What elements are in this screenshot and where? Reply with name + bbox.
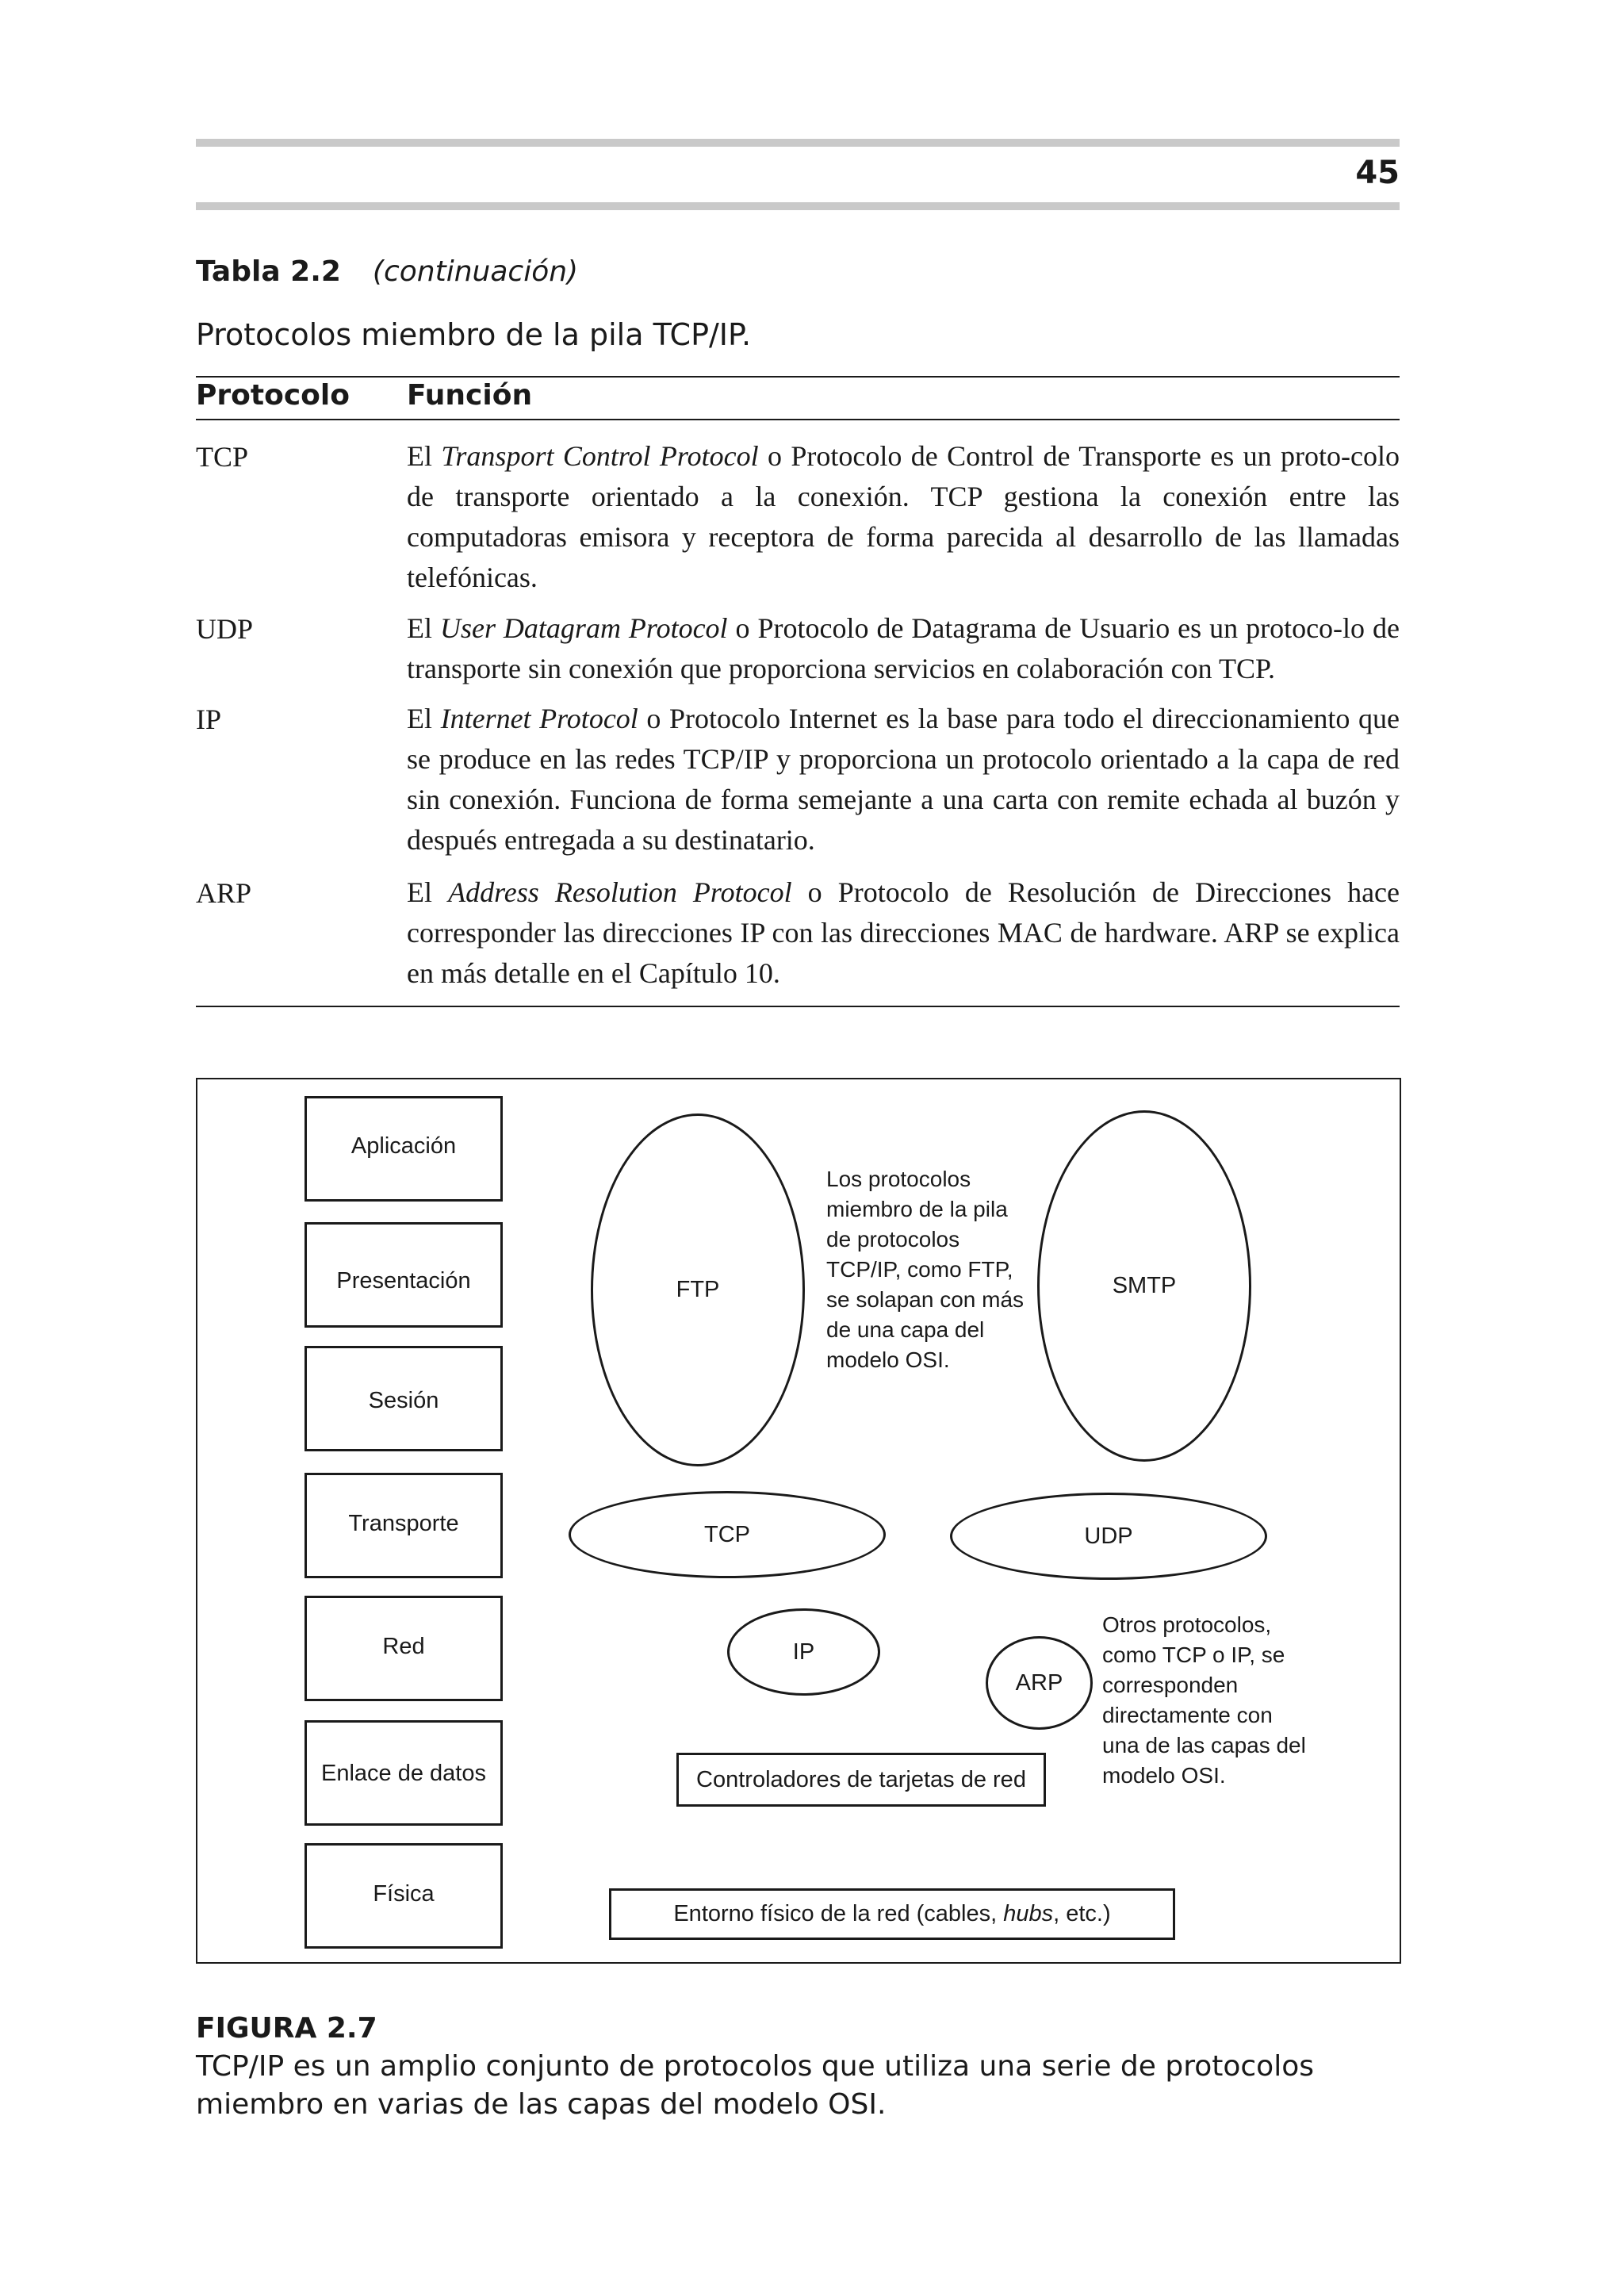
osi-layer-label: Presentación [336, 1268, 471, 1294]
table-bottom-rule [196, 1006, 1400, 1007]
osi-layer-label: Sesión [368, 1388, 439, 1413]
nic-drivers-label: Controladores de tarjetas de red [696, 1766, 1026, 1792]
physical-env-emphasis: hubs [1003, 1901, 1054, 1926]
protocol-full-name: Transport Control Protocol [441, 440, 759, 472]
osi-layer-network [304, 1596, 503, 1701]
physical-env-text: Entorno físico de la red (cables, [673, 1901, 1004, 1926]
row-protocol-udp: UDP [196, 613, 254, 645]
osi-layer-label: Red [382, 1634, 425, 1659]
figure-caption-text: TCP/IP es un amplio conjunto de protocolos que utiliza una serie de protocolos miembro en varias de las capas del modelo OSI. [196, 2050, 1314, 2121]
protocol-full-name: Address Resolution Protocol [448, 876, 792, 908]
physical-environment-box [609, 1888, 1175, 1940]
row-function-arp [407, 872, 1400, 994]
table-continuation: (continuación) [372, 255, 579, 288]
function-description: o Protocolo de Datagrama de Usuario es un protoco-lo de transporte sin conexión que proporciona servicios en colaboración con TCP. [407, 612, 1400, 684]
protocol-label: SMTP [1112, 1273, 1177, 1298]
table-top-rule [196, 376, 1400, 378]
protocol-full-name: User Datagram Protocol [439, 612, 728, 644]
table-caption [196, 255, 578, 288]
osi-layer-label: Física [373, 1881, 435, 1907]
nic-drivers-box [676, 1753, 1046, 1807]
page-number: 45 [1355, 155, 1400, 191]
osi-layer-data-link [304, 1720, 503, 1826]
function-description: o Protocolo de Control de Transporte es un proto-colo de transporte orientado a la conexión. TCP gestiona la conexión entre las computadoras emisora y receptora de forma parecida al desarrollo de las llamadas telefónicas. [407, 440, 1400, 593]
row-protocol-ip: IP [196, 703, 222, 735]
row-function-tcp [407, 436, 1400, 598]
osi-layer-session [304, 1346, 503, 1451]
function-prefix: El [407, 440, 442, 472]
figure-caption [196, 2010, 1409, 2124]
note-direct: Otros protocolos, como TCP o IP, se corresponden directamente con una de las capas del modelo OSI. [1102, 1612, 1306, 1788]
column-header-function: Función [407, 379, 533, 412]
osi-layer-physical [304, 1843, 503, 1949]
function-prefix: El [407, 876, 449, 908]
protocol-label: FTP [676, 1277, 720, 1302]
header-rule-top [196, 139, 1400, 147]
ellipse-arp [986, 1636, 1093, 1730]
osi-layer-presentation [304, 1222, 503, 1328]
physical-environment-label [673, 1901, 1110, 1927]
protocol-full-name: Internet Protocol [440, 703, 638, 734]
protocol-label: UDP [1084, 1523, 1133, 1549]
osi-layer-transport [304, 1473, 503, 1578]
header-rule-bottom [196, 202, 1400, 210]
row-function-udp [407, 608, 1400, 689]
table-subtitle: Protocolos miembro de la pila TCP/IP. [196, 317, 752, 352]
function-prefix: El [407, 612, 440, 644]
row-function-ip [407, 699, 1400, 861]
function-description: o Protocolo Internet es la base para todo el direccionamiento que se produce en las redes TCP/IP y proporciona un protocolo orientado a la capa de red sin conexión. Funciona de forma semejante a una carta con remite echada al buzón y después entregada a su destinatario. [407, 703, 1400, 856]
osi-layer-application [304, 1096, 503, 1202]
physical-env-text: , etc.) [1053, 1901, 1111, 1926]
function-description: o Protocolo de Resolución de Direcciones hace corresponder las direcciones IP con las direcciones MAC de hardware. ARP se explica en más detalle en el Capítulo 10. [407, 876, 1400, 989]
note-overlap: Los protocolos miembro de la pila de protocolos TCP/IP, como FTP, se solapan con más de una capa del modelo OSI. [826, 1167, 1025, 1372]
osi-layer-label: Aplicación [350, 1133, 457, 1159]
protocol-label: IP [792, 1639, 815, 1665]
ellipse-ftp [591, 1114, 805, 1466]
table-header-rule [196, 419, 1400, 420]
table-label: Tabla 2.2 [196, 255, 341, 288]
osi-layer-label: Enlace de datos [321, 1761, 486, 1786]
ellipse-ip [727, 1608, 880, 1696]
ellipse-udp [950, 1493, 1267, 1580]
osi-layer-label: Transporte [348, 1511, 459, 1536]
row-protocol-arp: ARP [196, 877, 252, 909]
protocol-label: TCP [704, 1521, 750, 1547]
row-protocol-tcp: TCP [196, 441, 249, 473]
ellipse-smtp [1037, 1110, 1251, 1462]
figure-label: FIGURA 2.7 [196, 2012, 377, 2045]
function-prefix: El [407, 703, 441, 734]
protocol-label: ARP [1015, 1669, 1063, 1696]
column-header-protocol: Protocolo [196, 379, 350, 412]
ellipse-tcp [569, 1491, 886, 1578]
